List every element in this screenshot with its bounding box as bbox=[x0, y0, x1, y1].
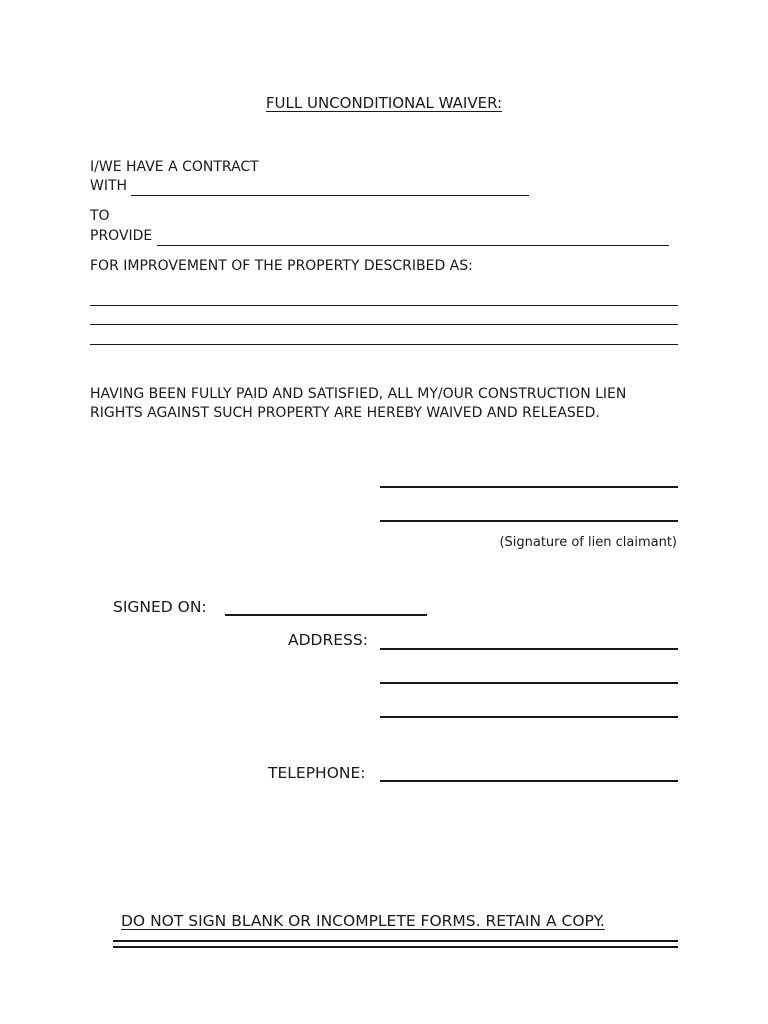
signature-blank-1[interactable] bbox=[380, 486, 678, 488]
signature-blank-2[interactable] bbox=[380, 520, 678, 522]
release-text-line1: HAVING BEEN FULLY PAID AND SATISFIED, ALL MY/OUR CONSTRUCTION LIEN bbox=[90, 386, 627, 402]
warning-divider-2 bbox=[113, 946, 678, 948]
address-label: ADDRESS: bbox=[288, 631, 368, 649]
signature-caption: (Signature of lien claimant) bbox=[499, 535, 677, 550]
property-label: FOR IMPROVEMENT OF THE PROPERTY DESCRIBED AS: bbox=[90, 258, 473, 274]
address-blank-3[interactable] bbox=[380, 716, 678, 718]
address-blank-1[interactable] bbox=[380, 648, 678, 650]
provide-label-line2: PROVIDE bbox=[90, 228, 153, 244]
signed-on-label: SIGNED ON: bbox=[113, 598, 207, 616]
contract-label-line2: WITH bbox=[90, 178, 128, 194]
provide-blank[interactable] bbox=[157, 245, 669, 246]
provide-label-line1: TO bbox=[90, 208, 110, 224]
page-title: FULL UNCONDITIONAL WAIVER: bbox=[265, 94, 503, 112]
telephone-blank[interactable] bbox=[380, 780, 678, 782]
address-blank-2[interactable] bbox=[380, 682, 678, 684]
signed-on-blank[interactable] bbox=[225, 614, 427, 616]
property-blank-3[interactable] bbox=[90, 344, 678, 345]
telephone-label: TELEPHONE: bbox=[268, 764, 366, 782]
property-blank-1[interactable] bbox=[90, 305, 678, 306]
release-text-line2: RIGHTS AGAINST SUCH PROPERTY ARE HEREBY WAIVED AND RELEASED. bbox=[90, 405, 600, 421]
contract-label-line1: I/WE HAVE A CONTRACT bbox=[90, 159, 259, 175]
contract-with-blank[interactable] bbox=[131, 195, 529, 196]
property-blank-2[interactable] bbox=[90, 324, 678, 325]
warning-notice: DO NOT SIGN BLANK OR INCOMPLETE FORMS. RETAIN A COPY. bbox=[121, 912, 605, 930]
warning-divider-1 bbox=[113, 940, 678, 942]
